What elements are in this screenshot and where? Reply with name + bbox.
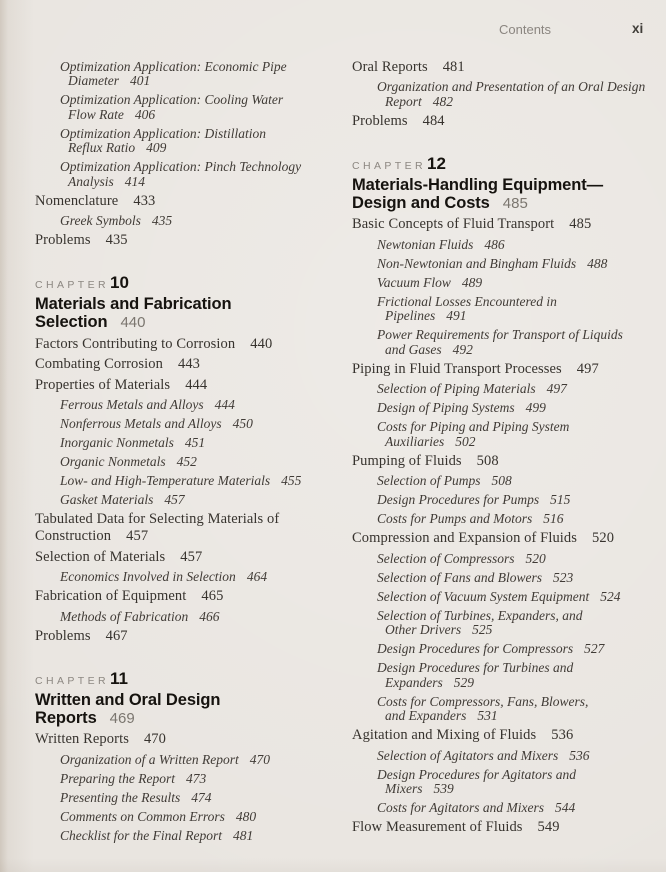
toc-page-number: 409 (146, 140, 167, 155)
toc-entry (352, 530, 660, 547)
toc-entry-text: Optimization Application: Cooling Water (60, 92, 284, 107)
toc-entry (35, 810, 339, 825)
toc-entry-text: Organization and Presentation of an Oral Design (377, 79, 646, 94)
toc-entry-text: Inorganic Nonmetals (60, 435, 174, 450)
toc-entry-text: Costs for Pumps and Motors (377, 511, 533, 526)
toc-entry-text: Methods of Fabrication (60, 608, 189, 624)
toc-entry-text: Basic Concepts of Fluid Transport (352, 216, 555, 232)
toc-entry (35, 588, 339, 605)
toc-entry-text: Costs for Agitators and Mixers (377, 800, 545, 815)
toc-entry-text: Factors Contributing to Corrosion (35, 335, 236, 352)
toc-entry (352, 295, 660, 324)
toc-page-number: 443 (177, 356, 201, 372)
toc-page-number: 455 (281, 473, 302, 488)
toc-page-number: 457 (126, 528, 149, 544)
chapter-label: CHAPTER (35, 674, 109, 687)
chapter-label-row (352, 153, 660, 173)
toc-page-number: 450 (232, 416, 253, 431)
toc-entry-text: Mixers (385, 781, 423, 796)
toc-page-number: 470 (143, 731, 166, 747)
toc-entry-text: Power Requirements for Transport of Liquids (377, 327, 623, 342)
toc-entry-text: Properties of Materials (35, 376, 171, 393)
toc-entry-text: Selection of Vacuum System Equipment (377, 588, 590, 604)
chapter-title-line: Written and Oral Design (35, 690, 221, 709)
toc-entry (35, 455, 339, 470)
chapter-title-line: Reports (35, 708, 97, 727)
toc-entry (35, 93, 339, 122)
toc-entry-text: Costs for Compressors, Fans, Blowers, (377, 693, 589, 709)
toc-entry (35, 511, 339, 545)
toc-entry-text: Design Procedures for Compressors (377, 641, 574, 656)
toc-entry (352, 216, 660, 233)
toc-entry-text: Written Reports (35, 731, 129, 747)
toc-entry-text: Selection of Agitators and Mixers (377, 747, 559, 763)
chapter-title (352, 176, 660, 213)
toc-page-number: 457 (164, 492, 185, 507)
toc-entry-text: Non-Newtonian and Bingham Fluids (377, 255, 577, 271)
toc-entry-text: Design Procedures for Pumps (377, 492, 540, 507)
toc-entry-text: Report (385, 93, 422, 109)
chapter-number: 10 (109, 273, 129, 292)
toc-page-number: 473 (185, 770, 207, 786)
toc-entry-text: Newtonian Fluids (377, 236, 474, 252)
toc-page-number: 525 (472, 622, 493, 637)
chapter-label-row (35, 273, 339, 292)
chapter-title (35, 691, 339, 728)
toc-entry (352, 749, 660, 764)
toc-entry-text: Organic Nonmetals (60, 454, 166, 469)
toc-entry-text: Selection of Materials (35, 548, 166, 565)
toc-entry (35, 493, 339, 508)
toc-entry-text: Tabulated Data for Selecting Materials of (35, 511, 280, 527)
toc-page-number: 549 (537, 819, 560, 835)
toc-entry (352, 474, 660, 489)
toc-page-number: 544 (555, 800, 576, 815)
toc-page-number: 536 (569, 747, 590, 763)
toc-entry (35, 160, 339, 189)
toc-entry-text: Costs for Piping and Piping System (377, 419, 570, 434)
chapter-title-line: Materials-Handling Equipment— (352, 175, 604, 194)
toc-entry-text: Nomenclature (35, 192, 119, 209)
toc-entry-text: and Gases (385, 341, 442, 357)
toc-entry-text: Flow Rate (68, 106, 124, 122)
toc-page-number: 470 (249, 751, 270, 767)
toc-entry (35, 753, 339, 768)
toc-entry (352, 609, 660, 638)
toc-entry (35, 356, 339, 373)
toc-entry (352, 768, 660, 797)
toc-entry (35, 214, 339, 229)
toc-entry-text: Other Drivers (385, 622, 462, 637)
toc-entry-text: Selection of Piping Materials (377, 381, 536, 396)
toc-page-number: 539 (433, 781, 454, 796)
toc-page-number: 406 (134, 106, 156, 122)
chapter-number: 12 (426, 153, 446, 173)
toc-entry-text: Pumping of Fluids (352, 452, 462, 469)
toc-entry-text: Design Procedures for Agitators and (377, 766, 576, 782)
toc-page-number: 515 (550, 492, 571, 507)
toc-page-number: 451 (184, 435, 206, 450)
toc-entry (35, 60, 339, 89)
toc-entry-text: Problems (35, 232, 91, 248)
chapter-heading (352, 153, 660, 213)
toc-page-number: 502 (455, 433, 476, 449)
toc-page-number: 492 (452, 341, 473, 357)
toc-entry (35, 336, 339, 353)
toc-page-number: 508 (491, 473, 512, 488)
toc-entry (35, 570, 339, 585)
running-header-title: Contents (499, 22, 552, 37)
toc-entry-text: Preparing the Report (60, 770, 175, 786)
toc-entry (352, 361, 660, 378)
toc-page-number: 465 (201, 588, 224, 604)
toc-page-number: 536 (551, 727, 574, 743)
toc-entry (352, 80, 660, 109)
toc-entry-text: Design Procedures for Turbines and (377, 660, 574, 675)
toc-entry (352, 493, 660, 508)
toc-entry-text: Low- and High-Temperature Materials (60, 473, 271, 488)
toc-entry-text: Vacuum Flow (377, 274, 451, 290)
toc-entry-text: Selection of Turbines, Expanders, and (377, 607, 583, 623)
toc-entry-text: Oral Reports (352, 58, 428, 75)
toc-page-number: 527 (584, 641, 605, 656)
toc-entry (35, 127, 339, 156)
toc-entry-text: Greek Symbols (60, 213, 141, 228)
toc-page-number: 489 (461, 274, 483, 290)
toc-entry-text: Design of Piping Systems (377, 400, 515, 415)
toc-entry-text: Construction (35, 528, 112, 544)
toc-page-number: 414 (124, 173, 145, 189)
toc-page-number: 520 (592, 530, 615, 546)
toc-entry-text: Flow Measurement of Fluids (352, 819, 523, 835)
toc-entry (35, 791, 339, 806)
toc-entry-text: Piping in Fluid Transport Processes (352, 360, 562, 377)
toc-page-number: 529 (453, 674, 474, 690)
toc-entry (352, 819, 660, 836)
toc-entry (352, 382, 660, 397)
toc-page-number: 440 (250, 335, 273, 352)
toc-entry-text: and Expanders (385, 708, 467, 723)
toc-entry (35, 417, 339, 432)
toc-page-number: 474 (191, 789, 212, 805)
toc-entry-text: Analysis (68, 173, 114, 189)
toc-entry-text: Fabrication of Equipment (35, 588, 187, 604)
toc-page-number: 435 (151, 213, 173, 228)
toc-entry-text: Ferrous Metals and Alloys (60, 397, 204, 412)
toc-page-number: 488 (587, 255, 608, 271)
toc-entry (35, 731, 339, 748)
toc-entry (352, 276, 660, 291)
toc-entry-text: Diameter (68, 73, 119, 88)
toc-entry (35, 610, 339, 625)
toc-entry-text: Problems (35, 627, 91, 644)
toc-entry (352, 695, 660, 724)
toc-page-number: 464 (246, 569, 268, 584)
toc-column-left (35, 55, 339, 843)
toc-entry (352, 59, 660, 76)
chapter-page-number: 485 (502, 194, 528, 212)
toc-page-number: 467 (105, 627, 128, 644)
toc-entry-text: Pipelines (385, 308, 436, 323)
toc-entry (35, 829, 339, 844)
toc-entry-text: Optimization Application: Distillation (60, 125, 267, 141)
toc-entry (352, 727, 660, 744)
toc-entry-text: Comments on Common Errors (60, 808, 225, 824)
toc-entry (352, 238, 660, 253)
toc-page-number: 457 (180, 548, 203, 565)
toc-page-number: 480 (235, 808, 257, 824)
toc-entry-text: Expanders (385, 674, 443, 690)
toc-page-number: 520 (525, 550, 546, 566)
toc-entry-text: Selection of Compressors (377, 550, 515, 566)
toc-page-number: 516 (543, 511, 564, 526)
toc-page-number: 508 (476, 452, 499, 469)
chapter-label: CHAPTER (35, 279, 109, 291)
chapter-label-row (35, 668, 339, 688)
toc-page-number: 481 (442, 58, 465, 75)
toc-page-number: 433 (133, 192, 156, 209)
toc-entry-text: Nonferrous Metals and Alloys (60, 416, 222, 431)
toc-entry-text: Auxiliaries (385, 433, 445, 449)
toc-entry (352, 642, 660, 657)
toc-entry (35, 436, 339, 451)
toc-entry-text: Compression and Expansion of Fluids (352, 530, 578, 546)
toc-entry (352, 453, 660, 470)
toc-page-number: 484 (422, 112, 445, 129)
toc-entry (35, 549, 339, 566)
chapter-title (35, 295, 339, 332)
toc-entry-text: Reflux Ratio (68, 140, 136, 155)
toc-entry-text: Optimization Application: Economic Pipe (60, 58, 287, 74)
toc-entry (35, 628, 339, 645)
chapter-page-number: 440 (120, 314, 146, 331)
toc-entry-text: Problems (352, 112, 408, 129)
toc-entry (35, 193, 339, 210)
toc-page-number: 499 (525, 400, 546, 415)
toc-entry-text: Checklist for the Final Report (60, 827, 222, 843)
toc-page-number: 491 (446, 308, 467, 323)
toc-entry-text: Selection of Pumps (377, 473, 481, 488)
toc-entry (35, 772, 339, 787)
toc-entry (352, 328, 660, 357)
toc-entry-text: Gasket Materials (60, 492, 154, 507)
toc-entry (352, 571, 660, 586)
toc-column-right (352, 55, 660, 836)
toc-page-number: 452 (176, 454, 197, 469)
toc-entry-text: Combating Corrosion (35, 356, 163, 372)
toc-page-number: 497 (546, 381, 567, 396)
toc-page-number: 531 (477, 708, 498, 723)
chapter-heading (35, 668, 339, 728)
toc-page-number: 466 (199, 608, 220, 624)
page-folio: xi (632, 21, 644, 36)
toc-entry (35, 398, 339, 413)
toc-entry-text: Selection of Fans and Blowers (377, 569, 542, 585)
toc-page-number: 401 (130, 73, 151, 88)
toc-page-number: 444 (214, 397, 235, 412)
chapter-label: CHAPTER (352, 159, 426, 172)
toc-page-number: 444 (185, 376, 208, 393)
toc-entry (352, 552, 660, 567)
chapter-title-line: Design and Costs (352, 193, 490, 212)
toc-entry (352, 801, 660, 816)
toc-entry (352, 661, 660, 690)
toc-page-number: 497 (576, 360, 599, 377)
toc-entry (352, 512, 660, 527)
toc-page-number: 481 (232, 827, 254, 843)
toc-entry (352, 590, 660, 605)
toc-page-number: 486 (484, 236, 505, 252)
toc-page-number: 485 (569, 216, 592, 232)
chapter-number: 11 (109, 668, 128, 688)
toc-entry-text: Agitation and Mixing of Fluids (352, 727, 537, 743)
toc-entry (352, 113, 660, 130)
toc-entry-text: Optimization Application: Pinch Technology (60, 159, 302, 174)
toc-entry (35, 474, 339, 489)
toc-entry (352, 257, 660, 272)
toc-entry (35, 377, 339, 394)
toc-entry-text: Organization of a Written Report (60, 751, 239, 767)
toc-page-number: 524 (600, 588, 621, 604)
toc-page-number: 482 (432, 93, 453, 109)
toc-entry (35, 232, 339, 249)
chapter-page-number: 469 (109, 709, 135, 727)
toc-page-number: 435 (105, 232, 128, 248)
toc-entry-text: Economics Involved in Selection (60, 569, 236, 584)
toc-entry (352, 420, 660, 449)
toc-page-number: 523 (552, 569, 574, 585)
chapter-title-line: Selection (35, 313, 108, 331)
chapter-heading (35, 273, 339, 332)
chapter-title-line: Materials and Fabrication (35, 295, 232, 313)
toc-entry-text: Presenting the Results (60, 789, 181, 805)
toc-entry-text: Frictional Losses Encountered in (377, 293, 557, 309)
toc-entry (352, 401, 660, 416)
